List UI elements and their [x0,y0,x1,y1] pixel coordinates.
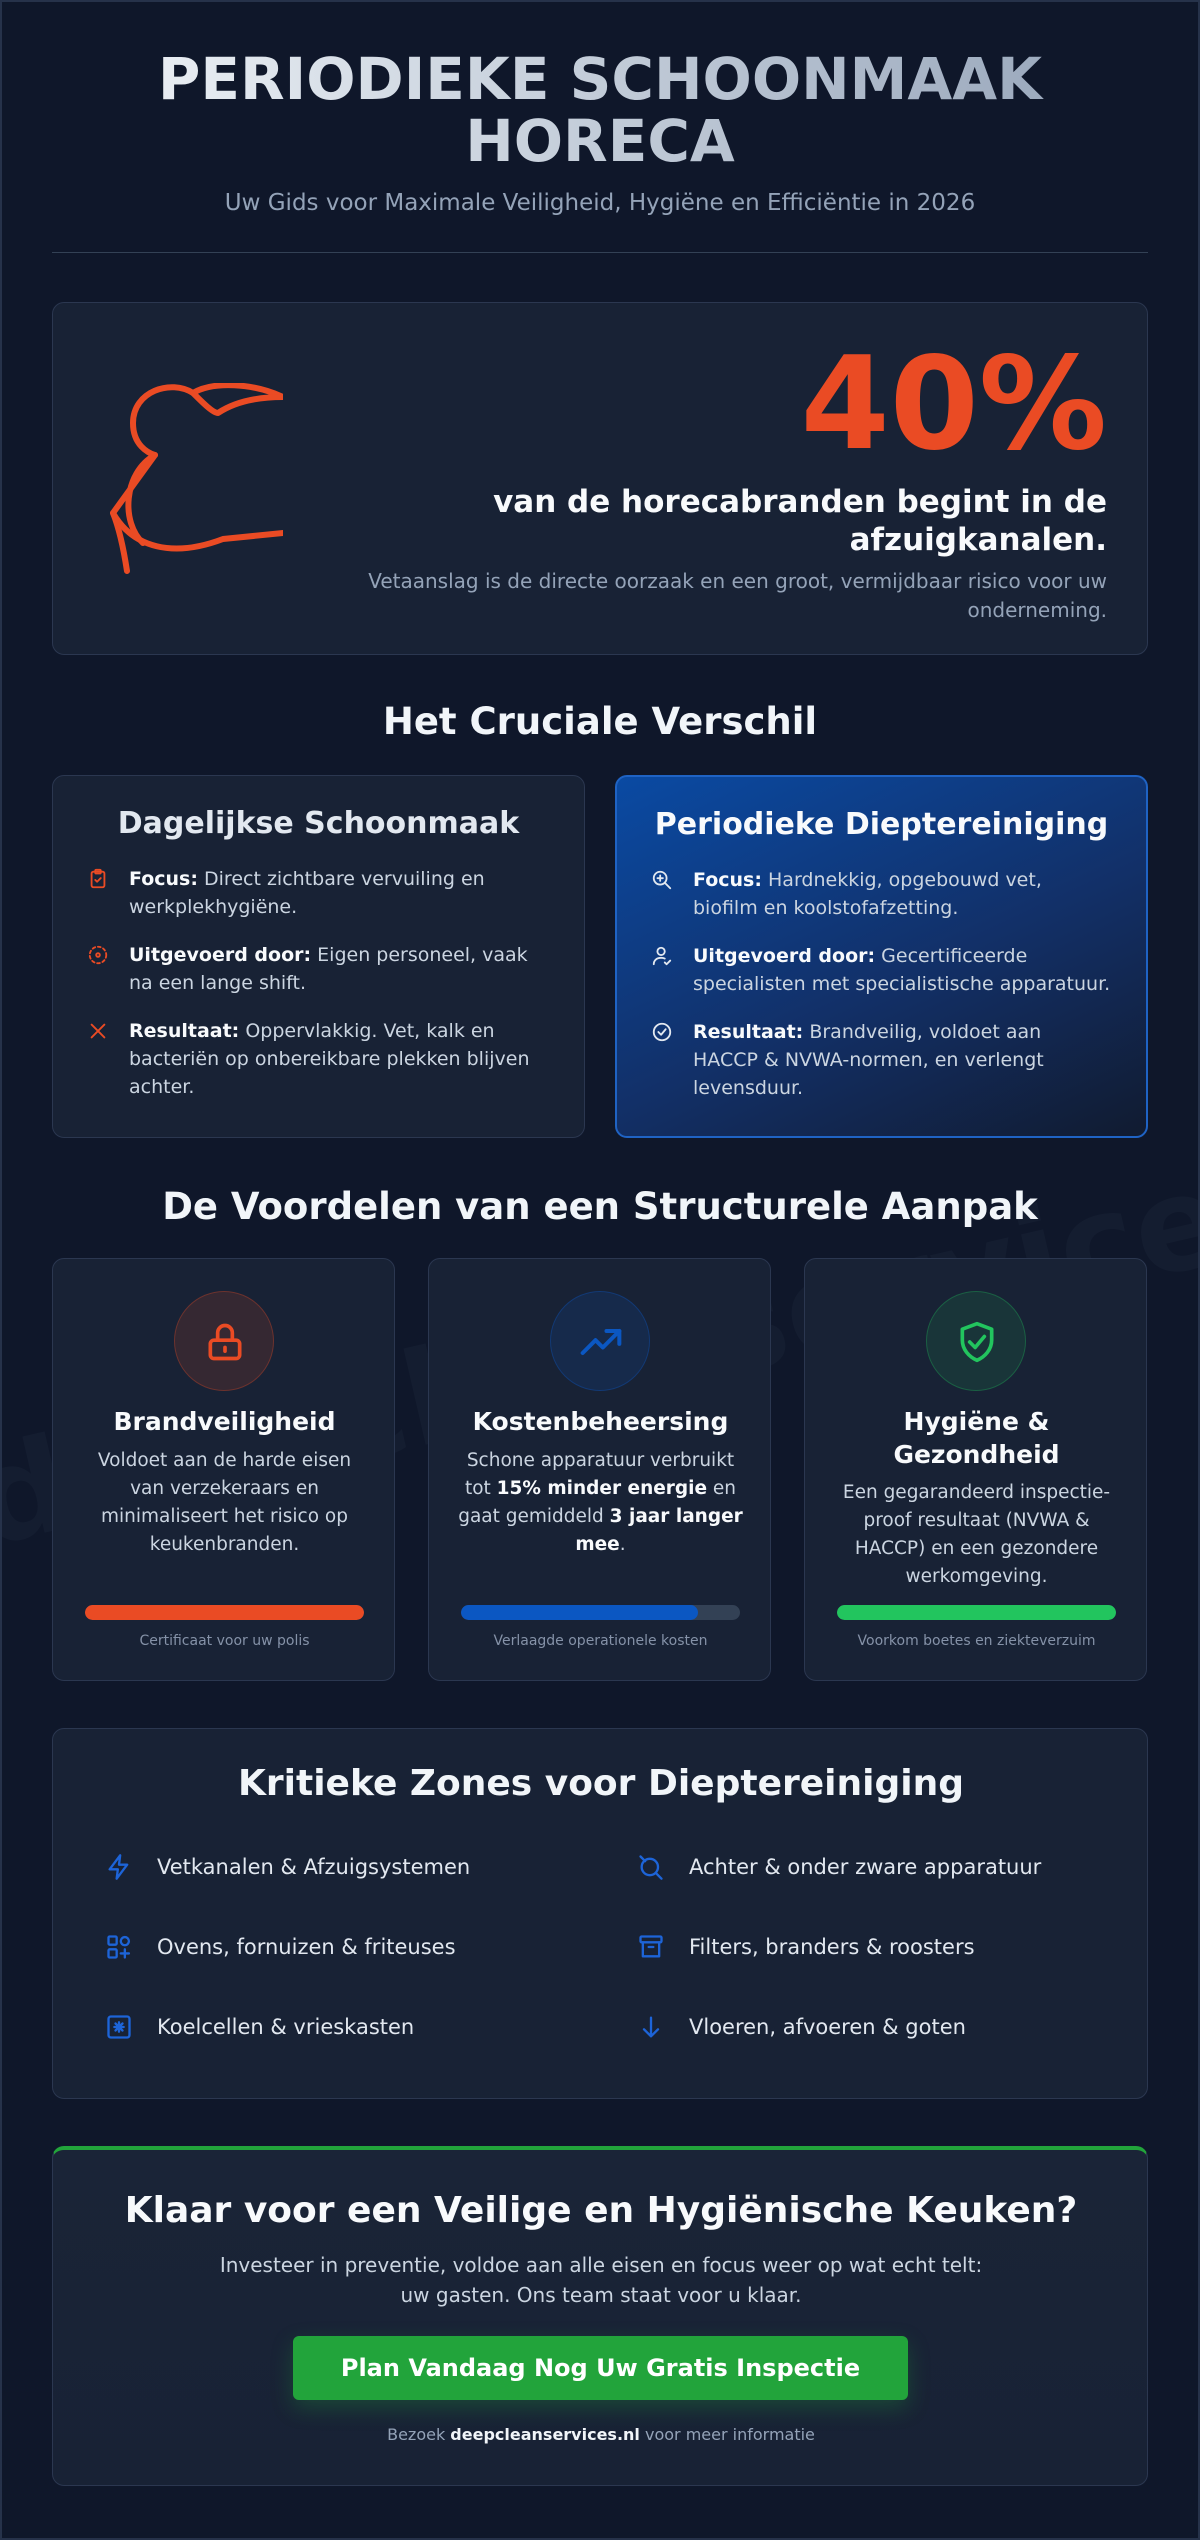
zone-item [105,1853,470,1881]
user-certified-icon [651,945,673,967]
periodic-card-title: Periodieke Dieptereiniging [654,807,1109,842]
daily-focus-label: Focus: [129,868,198,890]
website-link[interactable]: deepcleanservices.nl [450,2425,640,2444]
zone-item [637,1853,1041,1881]
benefit-caption: Voorkom boetes en ziekteverzuim [857,1633,1096,1649]
benefit-icon-circle [550,1291,650,1391]
zone-label: Vetkanalen & Afzuigsystemen [157,1855,471,1879]
title-line-1: PERIODIEKE SCHOONMAAK [157,45,1043,113]
apps-add-icon [105,1933,133,1961]
daily-focus-row [87,865,550,921]
visit-prefix: Bezoek [387,2425,451,2444]
title-line-2: HORECA [465,107,735,175]
zone-label: Ovens, fornuizen & friteuses [157,1935,456,1959]
desc-text: Schone apparatuur verbruikt tot [464,1450,735,1499]
stat-value: 40% [800,330,1107,479]
search-zoom-icon [651,869,673,891]
comparison-section-title: Het Cruciale Verschil [382,700,818,743]
zone-label: Koelcellen & vrieskasten [157,2015,415,2039]
benefit-progress-bar [461,1605,740,1620]
periodic-focus-text: Hardnekkig, opgebouwd vet, biofilm en koolstofafzetting. [693,869,1042,919]
benefit-card-cost-control [428,1258,771,1681]
stat-headline: van de horecabranden begint in de afzuigkanalen. [493,484,1107,558]
desc-emphasis: 3 jaar langer mee [575,1506,743,1555]
critical-zones-card [52,1728,1148,2099]
desc-text: en gaat gemiddeld [458,1478,737,1527]
zone-item [105,2013,414,2041]
periodic-result-text: Brandveilig, voldoet aan HACCP & NVWA-normen, en verlengt levensduur. [693,1021,1044,1099]
dashed-circle-icon [87,944,109,966]
visit-suffix: voor meer informatie [639,2425,815,2444]
zone-label: Filters, branders & roosters [689,1935,975,1959]
periodic-focus-label: Focus: [693,869,762,891]
periodic-performer-row [651,942,1112,998]
page-title [52,45,1148,175]
zone-item [637,2013,966,2041]
search-off-icon [637,1853,665,1881]
desc-text: . [619,1534,626,1555]
cta-card [52,2146,1148,2486]
periodic-focus-row [651,866,1112,922]
cta-title: Klaar voor een Veilige en Hygiënische Keuken? [124,2190,1078,2231]
benefit-icon-circle [174,1291,274,1391]
zone-item [105,1933,456,1961]
periodic-result-label: Resultaat: [693,1021,804,1043]
check-circle-icon [651,1021,673,1043]
hero-text [307,330,1107,625]
arrow-down-icon [637,2013,665,2041]
zone-item [637,1933,975,1961]
periodic-result-row [651,1018,1112,1102]
daily-result-row [87,1017,550,1101]
benefit-card-fire-safety [52,1258,395,1681]
x-icon [87,1020,109,1042]
benefit-title: Brandveiligheid [113,1407,336,1436]
visit-text [53,2425,1149,2444]
fire-stat-card [52,302,1148,655]
zone-label: Vloeren, afvoeren & goten [689,2015,966,2039]
benefit-description: Een gegarandeerd inspectie-proof resultaat (NVWA & HACCP) en een gezondere werkomgeving. [842,1482,1111,1587]
page-header [52,45,1148,216]
progress-fill [461,1605,698,1620]
clipboard-check-icon [87,868,109,890]
daily-result-label: Resultaat: [129,1020,240,1042]
benefit-icon-circle [926,1291,1026,1391]
daily-performer-row [87,941,550,997]
benefit-card-hygiene [804,1258,1147,1681]
benefit-progress-bar [837,1605,1116,1620]
cold-storage-icon [105,2013,133,2041]
plan-inspection-button[interactable]: Plan Vandaag Nog Uw Gratis Inspectie [293,2336,908,2400]
desc-emphasis: 15% minder energie [496,1478,708,1499]
archive-box-icon [637,1933,665,1961]
benefit-caption: Verlaagde operationele kosten [493,1633,708,1649]
fire-outline-icon [103,383,283,583]
daily-performer-text: Eigen personeel, vaak na een lange shift. [129,944,528,994]
page-subtitle: Uw Gids voor Maximale Veiligheid, Hygiëne en Efficiëntie in 2026 [224,190,976,216]
daily-focus-text: Direct zichtbare vervuiling en werkplekhygiëne. [129,868,485,918]
cta-desc-line-1: Investeer in preventie, voldoe aan alle eisen en focus weer op wat echt telt: [219,2253,983,2277]
header-divider [52,252,1148,253]
progress-fill [85,1605,364,1620]
periodic-performer-label: Uitgevoerd door: [693,945,876,967]
cta-desc-line-2: uw gasten. Ons team staat voor u klaar. [400,2283,802,2307]
lock-icon [203,1320,247,1364]
daily-performer-label: Uitgevoerd door: [129,944,312,966]
daily-cleaning-card [52,775,585,1138]
zones-title: Kritieke Zones voor Dieptereiniging [238,1763,964,1804]
daily-result-text: Oppervlakkig. Vet, kalk en bacteriën op onbereikbare plekken blijven achter. [129,1020,530,1098]
benefit-title: Hygiëne & Gezondheid [893,1407,1060,1469]
trending-up-icon [579,1320,623,1364]
periodic-performer-text: Gecertificeerde specialisten met specialistische apparatuur. [693,945,1111,995]
zone-label: Achter & onder zware apparatuur [689,1855,1042,1879]
shield-check-icon [955,1320,999,1364]
benefit-progress-bar [85,1605,364,1620]
benefit-description [457,1447,744,1559]
cta-description [203,2250,999,2310]
progress-fill [837,1605,1116,1620]
benefit-description: Voldoet aan de harde eisen van verzekeraars en minimaliseert het risico op keukenbranden. [97,1450,352,1555]
benefits-section-title: De Voordelen van een Structurele Aanpak [162,1185,1038,1228]
periodic-cleaning-card [615,775,1148,1138]
stat-description: Vetaanslag is de directe oorzaak en een groot, vermijdbaar risico voor uw onderneming. [368,569,1107,622]
lightning-icon [105,1853,133,1881]
daily-card-title: Dagelijkse Schoonmaak [117,806,520,841]
benefit-title: Kostenbeheersing [472,1407,729,1436]
benefit-caption: Certificaat voor uw polis [139,1633,310,1649]
